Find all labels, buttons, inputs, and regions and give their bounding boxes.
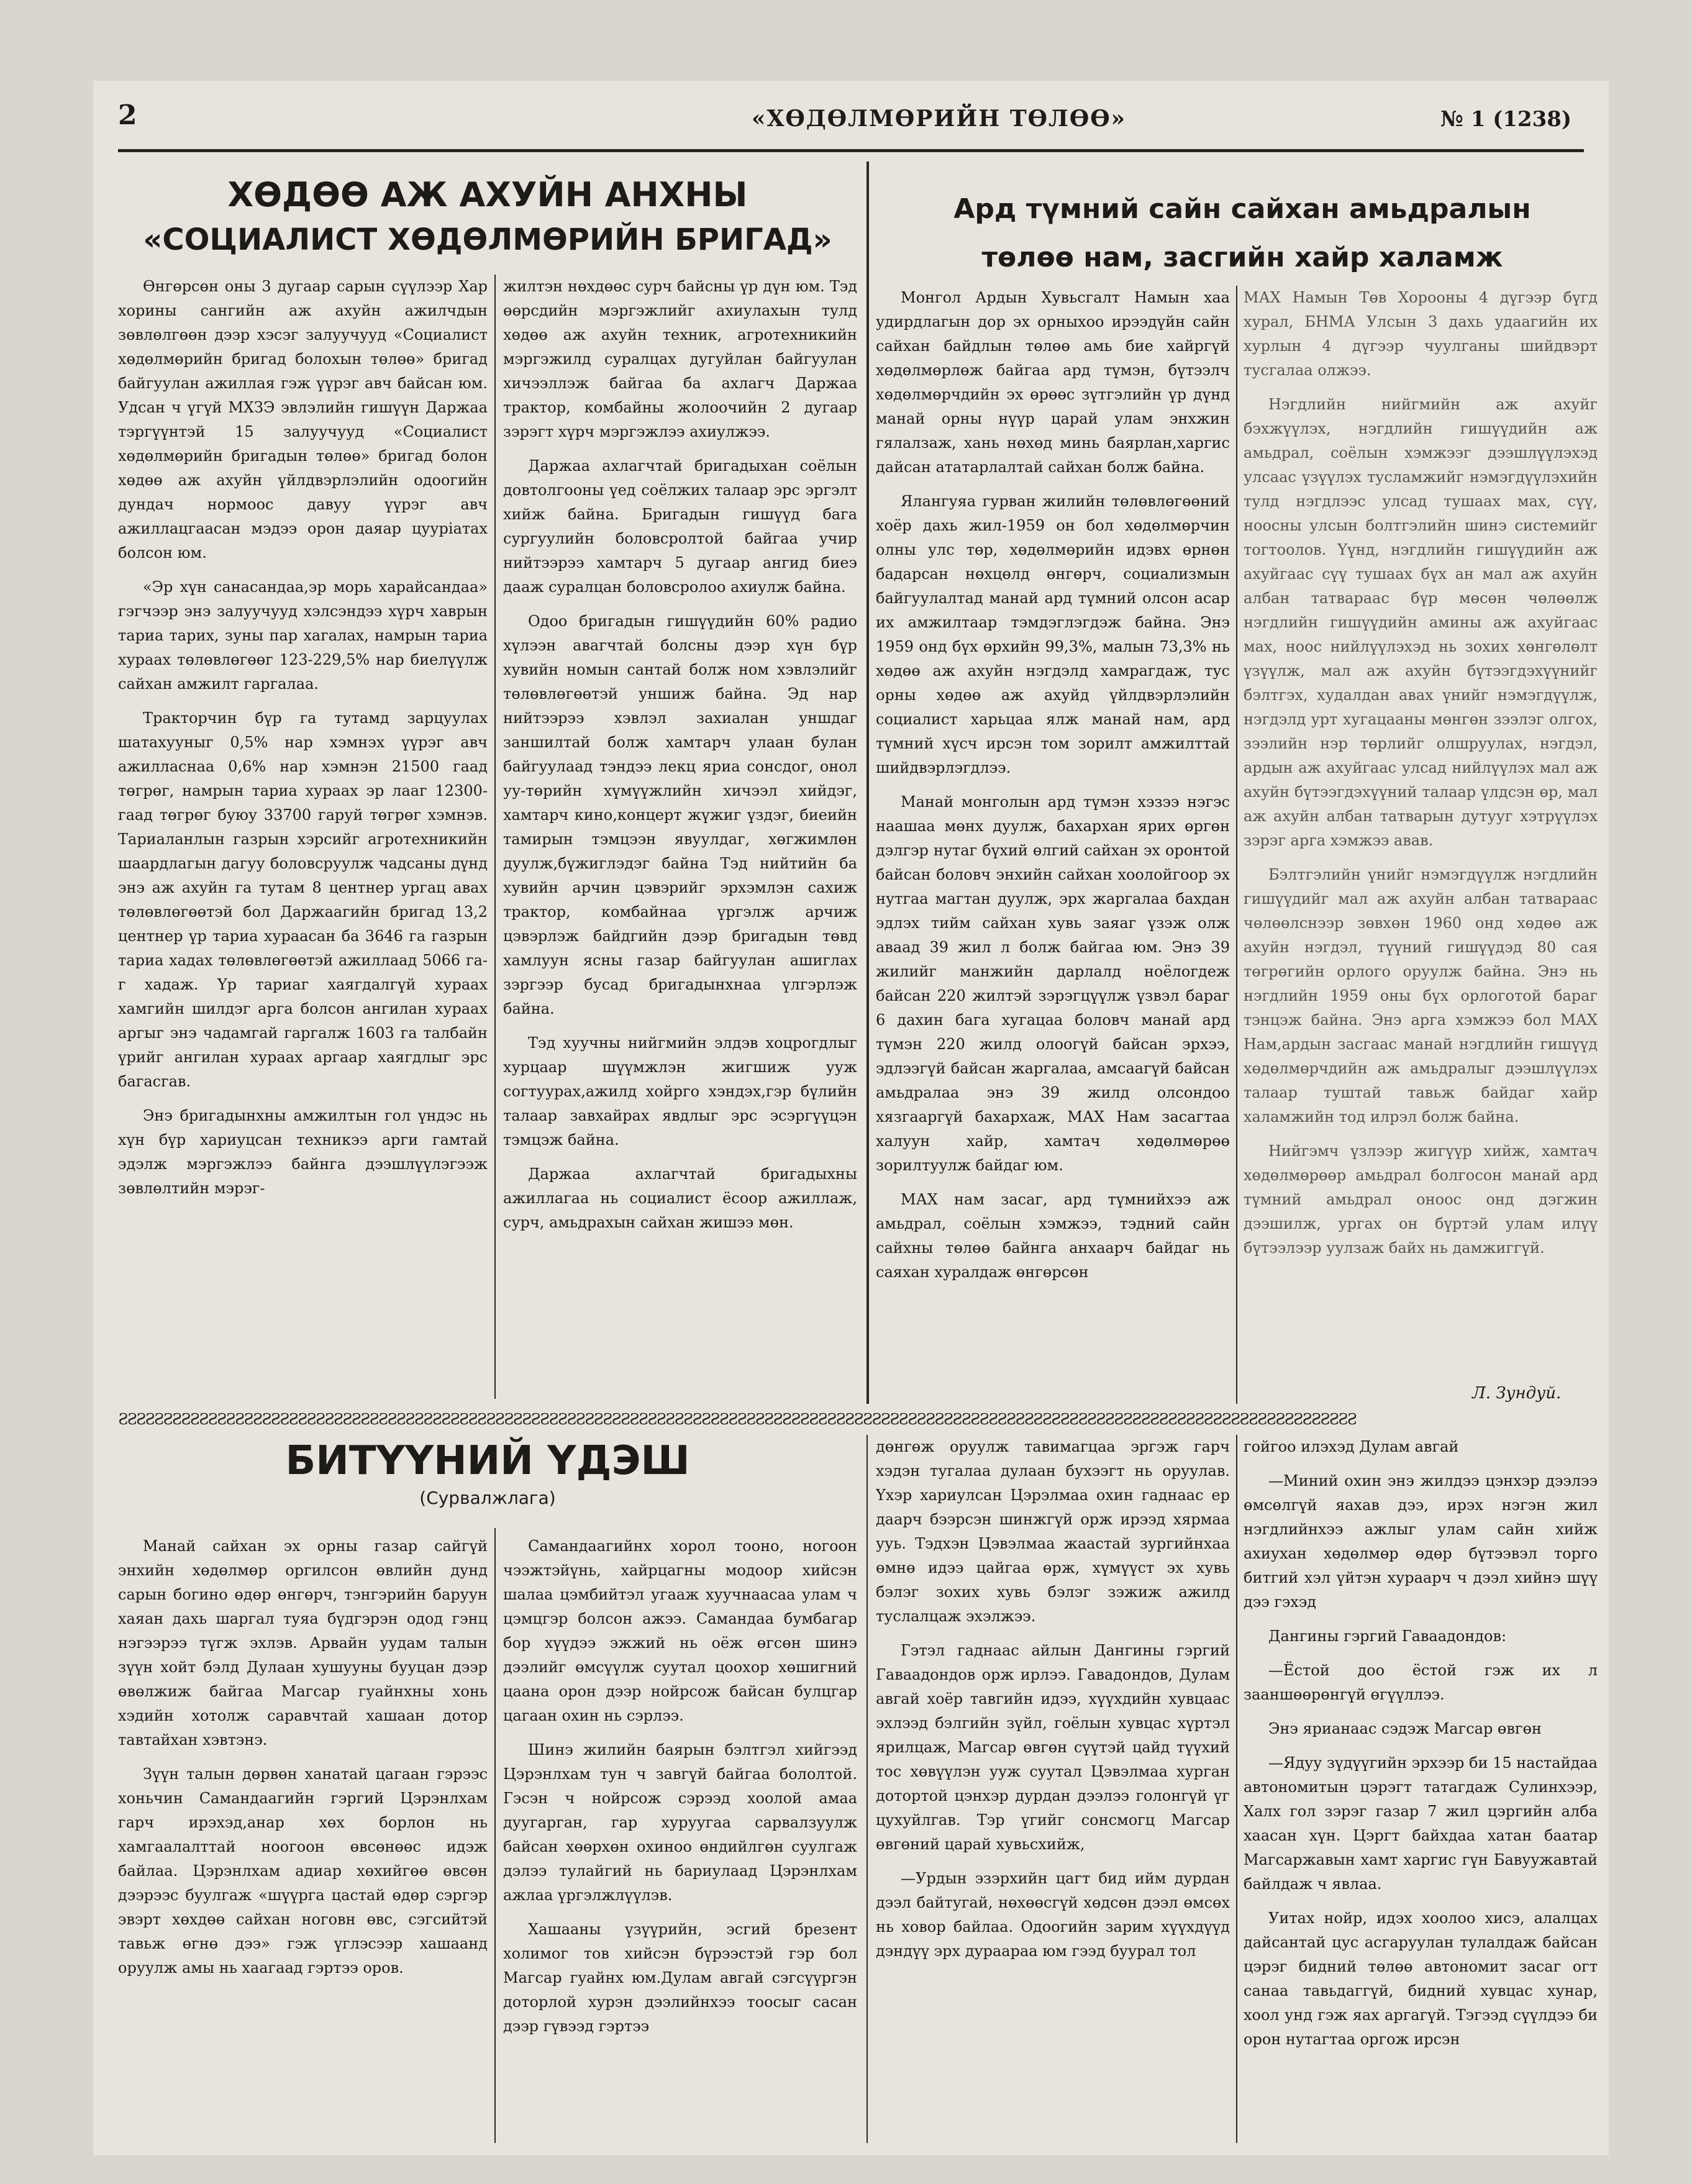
paragraph: Даржаа ахлагчтай бригадыхан соёлын довтолгооны үед соёлжих талаар эрс эргэлт хийж байна. Бригадын гишүүд бага сургуулийн боловсролтой байгаа учир нийтээрээ хамтарч 5 дугаар ангид биеэ дааж суралцан боловсролоо ахиулж байна. bbox=[503, 457, 857, 596]
article3-title-text: БИТҮҮНИЙ ҮДЭШ bbox=[285, 1438, 690, 1484]
article2-title-line1: Ард түмний сайн сайхан амьдралын bbox=[953, 193, 1531, 225]
author-signature: Л. Зундуй. bbox=[1472, 1384, 1562, 1403]
paragraph: Дангины гэргий Гаваадондов: bbox=[1268, 1627, 1507, 1645]
page-header bbox=[118, 99, 1584, 152]
paragraph: МАХ Намын Төв Хорооны 4 дүгээр бүгд хурал, БНМА Улсын 3 дахь удаагийн их хурлын 4 дүгээр чуулганы шийдвэрт тусгалаа олжээ. bbox=[1244, 289, 1598, 379]
paragraph: Монгол Ардын Хувьсгалт Намын хаа удирдлагын дор эх орныхоо ирээдүйн сайн сайхан байдлын төлөө амь бие хайргүй хөдөлмөрлөж байгаа ард түмэн, бүтээлч хөдөлмөрчдийн эх өрөөс зүтгэлийн үр дүнд манай орны нүүр царай улам энхжин гялалзаж, хань нөхөд минь баярлан,харгис дайсан ататарлалтай сайхан болж байна. bbox=[876, 289, 1230, 476]
column-rule bbox=[1236, 286, 1237, 1404]
article3-column-1 bbox=[118, 1534, 488, 2149]
page-number: 2 bbox=[118, 99, 137, 131]
paragraph: «Эр хүн санасандаа,эр морь харайсандаа» гэгчээр энэ залуучууд хэлсэндээ хүрч хаврын тариа тарих, зуны пар хагалах, намрын тариа хураах төлөвлөгөөг 123-229,5% нар биелүүлж сайхан амжилт гаргалаа. bbox=[118, 578, 488, 693]
newspaper-title: «ХӨДӨЛМӨРИЙН ТӨЛӨӨ» bbox=[752, 106, 1127, 132]
ornamental-divider bbox=[118, 1411, 1621, 1427]
article2-title bbox=[876, 185, 1609, 282]
column-rule bbox=[1236, 1435, 1237, 2143]
paragraph: МАХ нам засаг, ард түмнийхээ аж амьдрал, соёлын хэмжээ, тэдний сайн сайхны төлөө байнга анхаарч байдаг нь саяхан хуралдаж өнгөрсөн bbox=[876, 1191, 1230, 1281]
paragraph: Нийгэмч үзлээр жигүүр хийж, хамтач хөдөлмөрөөр амьдрал болгосон манай ард түмний амьдрал оноос онд дэгжин дээшилж, ургах он бүртэй улам илүү бүтээлээр уулзаж байх нь дамжиггүй. bbox=[1244, 1142, 1598, 1257]
article3-column-2 bbox=[503, 1534, 857, 2149]
paragraph: Өнгөрсөн оны 3 дугаар сарын сүүлээр Хар хорины сангийн аж ахуйн ажилчдын зөвлөлгөөн дээр хэсэг залуучууд «Социалист хөдөлмөрийн бригад болохын төлөө» бригад байгуулан ажиллая гэж үүрэг авч байсан юм. Удсан ч үгүй МХЗЭ эвлэлийн гишүүн Даржаа тэргүүнтэй 15 залуучууд «Социалист хөдөлмөрийн бригадын төлөө» бригад болон хөдөө аж ахуйн үйлдвэрлэлийн одоогийн дундач нормоос давуу үүрэг авч ажиллацгаасан мэдээ орон даяар цуурiатах болсон юм. bbox=[118, 278, 488, 562]
newspaper-page bbox=[93, 81, 1609, 2155]
paragraph: Зүүн талын дөрвөн ханатай цагаан гэрээс хоньчин Самандаагийн гэргий Цэрэнлхам гарч ирэхэд,анар хөх борлон нь хамгаалалттай ноогоон өвсөнөөс идэж байлаа. Цэрэнлхам адиар хөхийгөө өвсөн дээрээс буулгаж «шүүрга цастай өдөр сэргэр эвэрт хөхдөө сайхан ноговн өвс, сэгсийтэй тавьж өгнө дээ» гэж үглэсээр хашаанд оруулж амы нь хаагаад гэртээ оров. bbox=[118, 1765, 488, 1977]
paragraph: Энэ ярианаас сэдэж Магсар өвгөн bbox=[1268, 1720, 1542, 1737]
paragraph: —Миний охин энэ жилдээ цэнхэр дээлээ өмсөлгүй яахав дээ, ирэх нэгэн жил нэгдлийнхээ ажлыг улам сайн хийж ахиухан хөдөлмөр өдөр бүтээвэл торго битгий хэл үйтэн хураарч ч дээл хийнэ шүү дээ гэхэд bbox=[1244, 1472, 1598, 1611]
paragraph: —Урдын эзэрхийн цагт бид ийм дурдан дээл байтугай, нөхөөсгүй хөдсөн дээл өмсөх нь ховор байлаа. Одоогийн зарим хүүхдүүд дэндүү эрх дураараа юм гээд буурал тол bbox=[876, 1870, 1230, 1960]
article2-column-1 bbox=[876, 286, 1230, 1410]
ornament-pattern: ƧƧƧƧƧƧƧƧƧƧƧƧƧƧƧƧƧƧƧƧƧƧƧƧƧƧƧƧƧƧƧƧƧƧƧƧƧƧƧƧƧƧƧƧƧƧƧƧƧƧƧƧƧƧƧƧƧƧƧƧƧƧƧƧƧƧƧƧƧƧƧƧƧƧƧƧƧƧƧƧƧƧƧƧƧƧƧƧƧƧƧƧƧƧƧƧƧƧƧƧƧƧƧƧƧƧƧƧƧƧƧƧƧƧƧƧƧƧƧƧƧƧƧƧƧƧƧƧƧƧƧƧƧƧƧƧƧƧ bbox=[118, 1411, 1356, 1427]
paragraph: Самандаагийнх хорол тооно, ногоон чээжтэйүнь, хайрцагны модоор хийсэн шалаа цэмбийтэл угааж хуучнаасаа улам ч цэмцгэр болсон ажээ. Самандаа бумбагар бор хүүдээ эжжий нь оёж өгсөн шинэ дээлийг өмсүүлж суутал цоохор хөшигний цаана орон дээр нойрсож байсан булцгар цагаан охин нь сэрлээ. bbox=[503, 1537, 857, 1724]
paragraph: —Ядуу зүдүүгийн эрхээр би 15 настайдаа автономитын цэрэгт татагдаж Сулинхээр, Халх гол зэрэг газар 7 жил цэргийн алба хаасан хүн. Цэргт байхдаа хатан баатар Магсаржавын хамт харгис гүн Бавуужавтай байлдаж ч явлаа. bbox=[1244, 1754, 1598, 1893]
paragraph: Шинэ жилийн баярын бэлтгэл хийгээд Цэрэнлхам тун ч завгүй байгаа бололтой. Гэсэн ч нойрсож сэрээд хоолой амаа дуугарган, гар хуруугаа сарвалзуулж байсан хөөрхөн охиноо өндийлгөн суулгаж дэлээ тулайгий нь бариулаад Цэрэнлхам ажлаа үргэлжлүүлэв. bbox=[503, 1741, 857, 1904]
paragraph: Нэгдлийн нийгмийн аж ахуйг бэхжүүлэх, нэгдлийн гишүүдийн аж амьдрал, соёлын хэмжээг дээшлүүлэхэд улсаас үзүүлэх тусламжийг нэмэгдүүлэхийн тулд нэгдлээс улсад тушаах мах, сүү, ноосны улсын болтгэлийн шинэ системийг тогтоолов. Үүнд, нэгдлийн гишүүдийн аж ахуйгаас сүү тушаах бүх ан мал аж ахуйн албан татвараас бүр мөсөн чөлөөлж нэгдлийн гишүүдийн амины аж ахуйгаас мах, ноос нийлүүлэхэд нь зохих хөнгөлөлт үзүүлж, мал аж ахуйн бүтээгдэхүүнийг бэлтгэх, худалдан авах үнийг нэмэгдүүлж, нэгдэлд урт хугацааны мөнгөн зээлэг олгох, зээлийн нэр төрлийг олшруулах, нэгдэл, ардын аж ахуйгаас улсад нийлүүлэх мал аж ахуйн бүтээгдэхүүний талаар үлдсэн өр, мал аж ахуйн албан татварын дутууг хэтрүүлэх зэрэг арга хэмжээ авав. bbox=[1244, 396, 1598, 849]
paragraph: Гэтэл гаднаас айлын Дангины гэргий Гаваадондов орж ирлээ. Гавадондов, Дулам авгай хоёр тавгийн идээ, хүүхдийн хувцаас эхлээд бэлгийн зүйл, гоёлын хувцас хүртэл ярилцаж, Магсар өвгөн сүүтэй цайд түүхий тос хөвүүлэн ууж суутал Цэвэлмаа хурган дотортой цэнхэр дурдан дээлээ голонгүй үг цухуйлгав. Тэр үгийг сонсмогц Магсар өвгөний царай хувьсхийж, bbox=[876, 1642, 1230, 1853]
article1-column-2 bbox=[503, 275, 857, 1405]
paragraph: Манай сайхан эх орны газар сайгүй энхийн хөдөлмөр оргилсон өвлийн дунд сарын богино өдөр өнгөрч, тэнгэрийн баруун хаяан дахь шаргал туяа бүдгэрэн одод гэнц нэгээрээ түгж эхлэв. Арвайн уудам талын зүүн хойт бэлд Дулаан хушууны бууцан дээр өвөлжиж байгаа Магсар гуайнхны хонь хэдийн хотолж саравчтай хашаан дотор тавтайхан хэвтэнэ. bbox=[118, 1537, 488, 1749]
paragraph: Даржаа ахлагчтай бригадыхны ажиллагаа нь социалист ёсоор ажиллаж, сурч, амьдрахын сайхан жишээ мөн. bbox=[503, 1165, 857, 1231]
paragraph: Уитах нойр, идэх хоолоо хисэ, алалцах дайсантай цус асгаруулан тулалдаж байсан цэрэг бидний төлөө автономит засаг огт санаа тавьдаггүй, бидний хувцас хунар, хоол унд гэж яах аргагүй. Тэгээд сүүлдээ би орон нутагтаа оргож ирсэн bbox=[1244, 1909, 1598, 2048]
paragraph: Энэ бригадынхны амжилтын гол үндэс нь хүн бүр хариуцсан техникээ арги гамтай эдэлж мэргэжлээ байнга дээшлүүлэгээж зөвлөлтийн мэрэг- bbox=[118, 1107, 488, 1197]
article3-column-3 bbox=[876, 1435, 1230, 2149]
article1-title-line1: ХӨДӨӨ АЖ АХУЙН АНХНЫ bbox=[227, 175, 748, 214]
paragraph: Манай монголын ард түмэн хэзээ нэгэс наашаа мөнх дуулж, бахархан ярих өргөн дэлгэр нутаг бүхий өлгий сайхан эх оронтой байсан боловч энхийн сайхан хоолойгоор эх нутгаа магтан дуулж, эрх жаргалаа бахдан эдлэх тийм сайхан хувь заяаг үзэж олж аваад 39 жил л болж байгаа юм. Энэ 39 жилийг манжийн дарлалд ноёлогдеж байсан 220 жилтэй зэрэгцүүлж үзвэл бараг 6 дахин бага хугацаа боловч манай ард түмэн 220 жилд олоогүй байсан эрхээ, эдлээгүй байсан жаргалаа, амсаагүй байсан амьдралаа энэ 39 жилд олсондоо хязгааргүй бахархаж, МАХ Нам засагтаа халуун хайр, хамтач хөдөлмөрөө зорилтуулж байдаг юм. bbox=[876, 793, 1230, 1174]
paragraph: дөнгөж оруулж тавимагцаа эргэж гарч хэдэн тугалаа дулаан бухээгт нь оруулав. Үхэр хариулсан Цэрэлмаа охин гаднаас ер даарч бээрсэн шинжгүй орж ирээд хярмаа ууь. Тэдхэн Цэвэлмаа жаастай зургийнхаа өмнө идээ цайгаа өрж, хүмүүст эх хувь бэлэг зохих хувь бэлэг зэжиж ажилд туслалцаж эхэлжээ. bbox=[876, 1438, 1230, 1625]
article-divider bbox=[866, 162, 869, 1404]
article1-column-1 bbox=[118, 275, 488, 1405]
article1-title-line2: «СОЦИАЛИСТ ХӨДӨЛМӨРИЙН БРИГАД» bbox=[143, 222, 832, 257]
article2-column-2 bbox=[1244, 286, 1598, 1373]
paragraph: Хашааны үзүүрийн, эсгий брезент холимог тов хийсэн бүрээстэй гэр бол Магсар гуайнх юм.Дулам авгай сэгсүүргэн доторлой хурэн дээлийнхээ тоосыг сасан дээр гүвээд гэртээ bbox=[503, 1921, 857, 2035]
column-rule bbox=[866, 1435, 868, 2143]
article3-title bbox=[118, 1436, 857, 1511]
article3-subtitle: (Сурвалжлага) bbox=[419, 1488, 556, 1508]
column-rule bbox=[494, 275, 496, 1399]
paragraph: Тракторчин бүр га тутамд зарцуулах шатахууныг 0,5% нар хэмнэх үүрэг авч ажилласнаа 0,6% нар хэмнэн 21500 гаад төгрөг, намрын тариа хураах эр лааг 12300-гаад төгрөг буюу 33700 гаруй төгрөг хэмнэв. Тариаланлын газрын хэрсийг агротехникийн шаардлагын дагуу боловсруулж чадсаны дүнд энэ аж ахуйн га тутам 8 центнер ургац авах төлөвлөгөөтэй бол Даржаагийн бригад 13,2 центнер үр тариа хураасан ба 3646 га газрын тариа хадах төлөвлөгөөтэй ажиллаад 5066 га-г хадаж. Үр тариаг хаягдалгүй хураах хамгийн шилдэг арга болсон ангилан хураах аргыг энэ чадамгай гаргалж 1603 га талбайн үрийг ангилан хураах аргаар хаягдлыг эрс багасгав. bbox=[118, 709, 488, 1090]
paragraph: Бэлтгэлийн үнийг нэмэгдүүлж нэгдлийн гишүүдийг мал аж ахуйн албан татвараас чөлөөлснээр зөвхөн 1960 онд хөдөө аж ахуйн нэгдэл, түүний гишүүдэд 80 сая төгрөгийн орлого оруулж байна. Энэ нь нэгдлийн 1959 оны бүх орлоготой бараг тэнцэж байна. Энэ арга хэмжээ бол МАХ Нам,ардын засгаас манай нэгдлийн гишүүд хөдөлмөрчдийн аж амьдралыг дээшлүүлэх талаар туштай тавьж байдаг хайр халамжийн тод илрэл болж байна. bbox=[1244, 866, 1598, 1126]
paragraph: жилтэн нөхдөөс сурч байсны үр дүн юм. Тэд өөрсдийн мэргэжлийг ахиулахын тулд хөдөө аж ахуйн техник, агротехникийн мэргэжилд суралцах дугуйлан байгуулан хичээллэж байгаа ба ахлагч Даржаа трактор, комбайны жолоочийн 2 дугаар зэрэгт хүрч мэргэжлээ ахиулжээ. bbox=[503, 278, 857, 440]
article2-title-line2: төлөө нам, засгийн хайр халамж bbox=[981, 242, 1503, 273]
paragraph: Ялангуяа гурван жилийн төлөвлөгөөний хоёр дахь жил-1959 он бол хөдөлмөрчин олны улс төр, хөдөлмөрийн идэвх өрнөн бадарсан нөхцөлд өнгөрч, социализмын байгуулалтад манай ард түмний олсон асар их амжилтаар тэмдэглэгдэж байна. Энэ 1959 онд бүх өрхийн 99,3%, малын 73,3% нь хөдөө аж ахуйн нэгдэлд хамрагдаж, тус орны хөдөө аж ахуйд үйлдвэрлэлийн социалист харьцаа ялж манай нам, ард түмний хүсч ирсэн том зорилт амжилттай шийдвэрлэгдлээ. bbox=[876, 493, 1230, 776]
article3-column-4 bbox=[1244, 1435, 1598, 2149]
paragraph: —Ёстой доо ёстой гэж их л зааншөөрөнгүй өгүүллээ. bbox=[1244, 1662, 1598, 1703]
article1-title bbox=[118, 173, 857, 262]
issue-number: № 1 (1238) bbox=[1440, 107, 1571, 132]
paragraph: Тэд хуучны нийгмийн элдэв хоцрогдлыг хурцаар шүүмжлэн жигшиж ууж согтуурах,ажилд хойрго хэндэх,гэр бүлийн талаар завхайрах явдлыг эрс эсэргүүцэн тэмцэж байна. bbox=[503, 1034, 857, 1149]
paragraph: Одоо бригадын гишүүдийн 60% радио хүлээн авагчтай болсны дээр хүн бүр хувийн номын сантай болж ном хэвлэлийг төлөвлөгөөтэй уншиж байна. Эд нар нийтээрээ хэвлэл захиалан уншдаг заншилтай болж хамтарч улаан булан байгуулаад тэндээ лекц яриа сонсдог, онол уу-төрийн хүмүүжлийн хичээл хийдэг, хамтарч кино,концерт жүжиг үздэг, биеийн тамирын тэмцээн явуулдаг, хөгжимлөн дуулж,бүжиглэдэг байна Тэд нийтийн ба хувийн арчин цэвэрийг эрхэмлэн сахиж трактор, комбайнаа үргэлж арчиж цэвэрлэж байдгийн дээр бригадын төвд хамлуун ясны газар байгуулан ашиглах зэргээр бусад бригадынхнаа үлгэрлэж байна. bbox=[503, 612, 857, 1017]
paragraph: гойгоо илэхэд Дулам авгай bbox=[1244, 1438, 1459, 1455]
column-rule bbox=[494, 1528, 496, 2143]
